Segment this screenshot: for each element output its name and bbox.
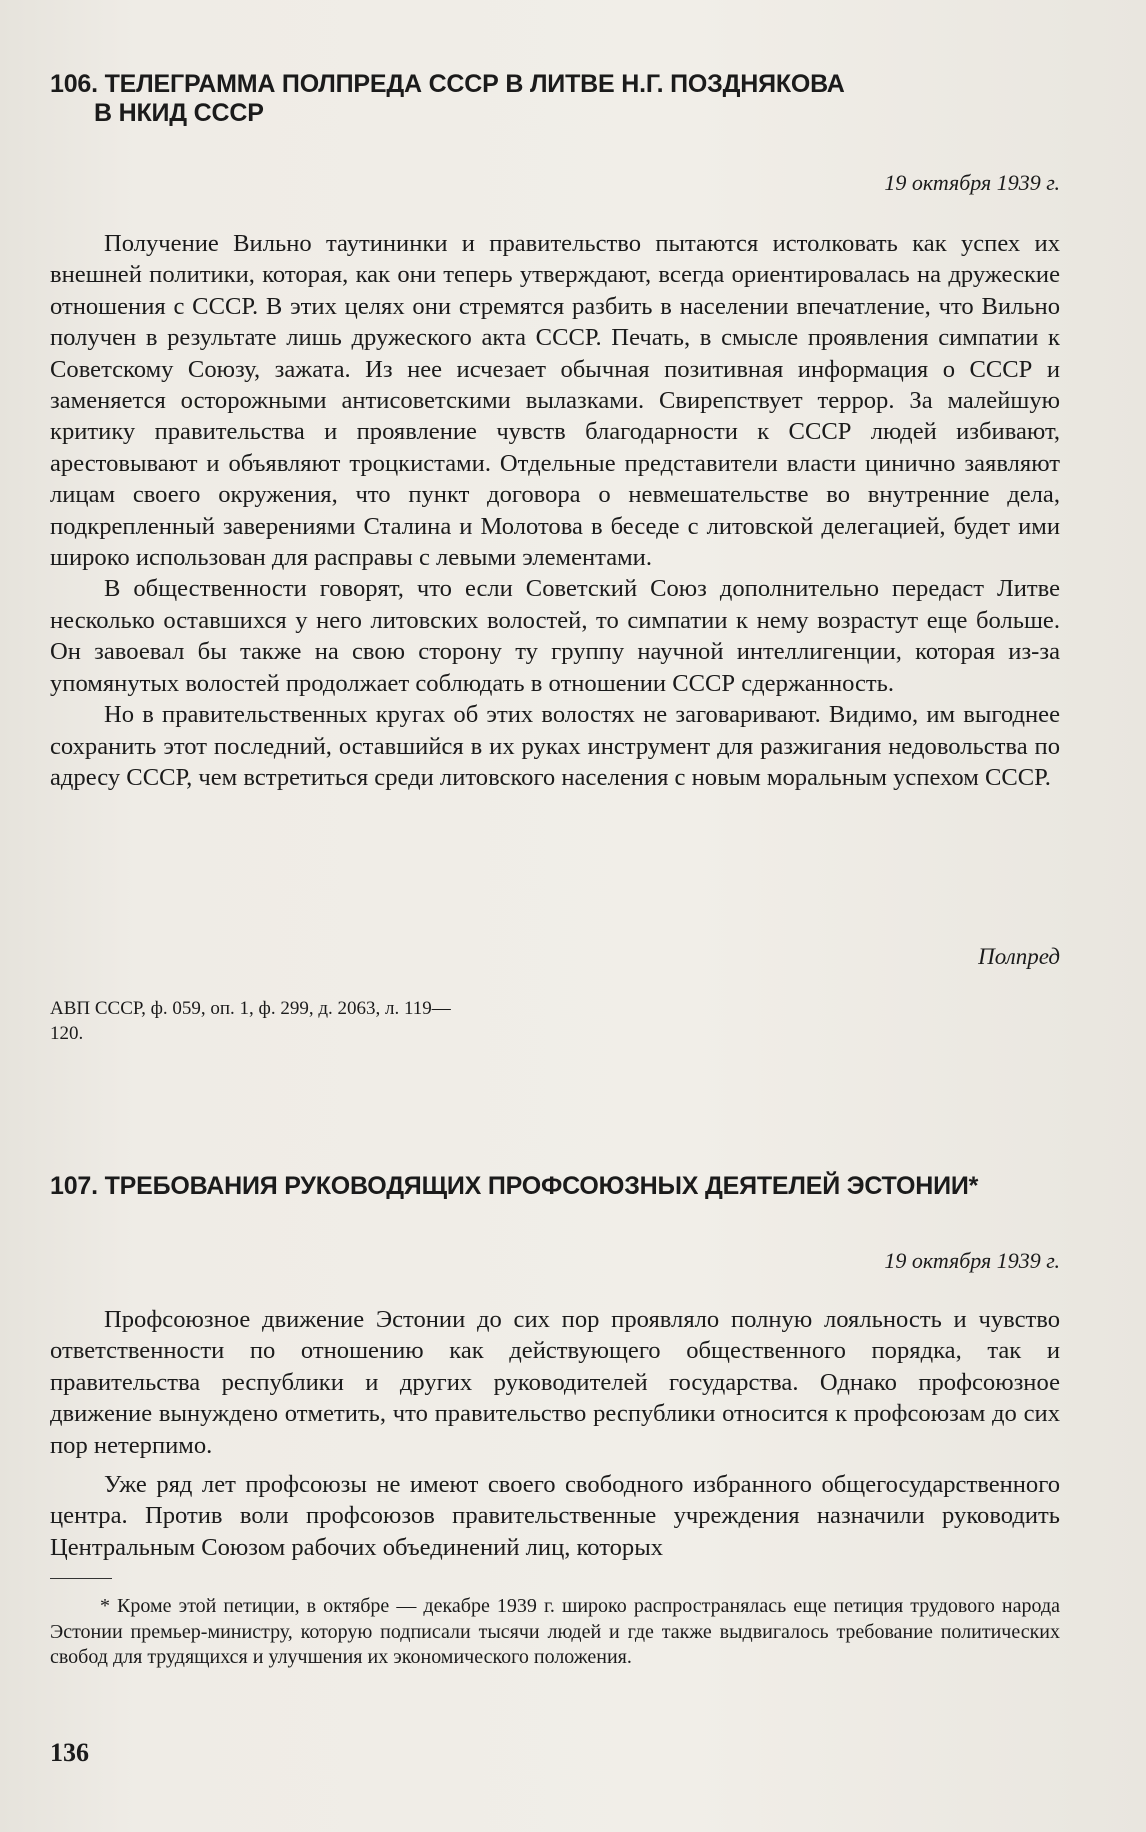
doc107-footnote: * Кроме этой петиции, в октябре — декабре 1939 г. широко распространялась еще петиция трудового народа Эстонии премьер-министру, которую подписали тысячи людей и где также выдвигалось требование политических свобод для трудящихся и улучшения их экономического положения. [50, 1595, 1060, 1668]
doc107-date: 19 октября 1939 г. [884, 1248, 1060, 1273]
doc106-signature: Полпред [978, 944, 1060, 969]
doc106-paragraph-3: Но в правительственных кругах об этих волостях не заговаривают. Видимо, им выгоднее сохранить этот последний, оставшийся в их руках инструмент для разжигания недовольства по адресу СССР, чем встретиться среди литовского населения с новым моральным успехом СССР. [50, 701, 1060, 791]
doc106-date: 19 октября 1939 г. [884, 170, 1060, 195]
footnote-block [50, 1594, 1060, 1671]
doc106-title-line2: В НКИД СССР [94, 99, 264, 127]
doc107-body [50, 1304, 1060, 1563]
doc107-section [50, 1172, 1060, 1201]
footnote-divider [50, 1578, 112, 1579]
doc106-section [50, 70, 1060, 128]
doc106-title-line1: 106. ТЕЛЕГРАММА ПОЛПРЕДА СССР В ЛИТВЕ Н.Г. ПОЗДНЯКОВА [50, 70, 845, 98]
doc106-source-block [50, 996, 1060, 1046]
doc107-date-row [50, 1248, 1060, 1274]
doc106-archive-source: АВП СССР, ф. 059, оп. 1, ф. 299, д. 2063, л. 119—120. [50, 998, 451, 1044]
page-number: 136 [50, 1738, 89, 1767]
doc106-body [50, 228, 1060, 793]
doc107-title: 107. ТРЕБОВАНИЯ РУКОВОДЯЩИХ ПРОФСОЮЗНЫХ ДЕЯТЕЛЕЙ ЭСТОНИИ* [50, 1172, 979, 1200]
doc106-date-row [50, 170, 1060, 196]
doc106-paragraph-2: В общественности говорят, что если Советский Союз дополнительно передаст Литве несколько оставшихся у него литовских волостей, то симпатии к нему возрастут еще больше. Он завоевал бы также на свою сторону ту группу научной интеллигенции, которая из-за упомянутых волостей продолжает соблюдать в отношении СССР сдержанность. [50, 575, 1060, 697]
doc107-paragraph-1: Профсоюзное движение Эстонии до сих пор проявляло полную лояльность и чувство ответственности по отношению как действующего общественного порядка, так и правительства республики и других руководителей государства. Однако профсоюзное движение вынуждено отметить, что правительство республики относится к профсоюзам до сих пор нетерпимо. [50, 1306, 1060, 1459]
doc106-signature-row [50, 944, 1060, 970]
doc107-paragraph-2: Уже ряд лет профсоюзы не имеют своего свободного избранного общегосударственного центра. Против воли профсоюзов правительственные учреждения назначили руководить Центральным Союзом рабочих объединений лиц, которых [50, 1471, 1060, 1561]
doc106-paragraph-1: Получение Вильно таутининки и правительство пытаются истолковать как успех их внешней политики, которая, как они теперь утверждают, всегда ориентировалась на дружеские отношения с СССР. В этих целях они стремятся разбить в населении впечатление, что Вильно получен в результате лишь дружеского акта СССР. Печать, в смысле проявления симпатии к Советскому Союзу, зажата. Из нее исчезает обычная позитивная информация о СССР и заменяется осторожными антисоветскими вылазками. Свирепствует террор. За малейшую критику правительства и проявление чувств благодарности к СССР людей избивают, арестовывают и объявляют троцкистами. Отдельные представители власти цинично заявляют лицам своего окружения, что пункт договора о невмешательстве во внутренние дела, подкрепленный заверениями Сталина и Молотова в беседе с литовской делегацией, будет ими широко использован для расправы с левыми элементами. [50, 230, 1060, 572]
